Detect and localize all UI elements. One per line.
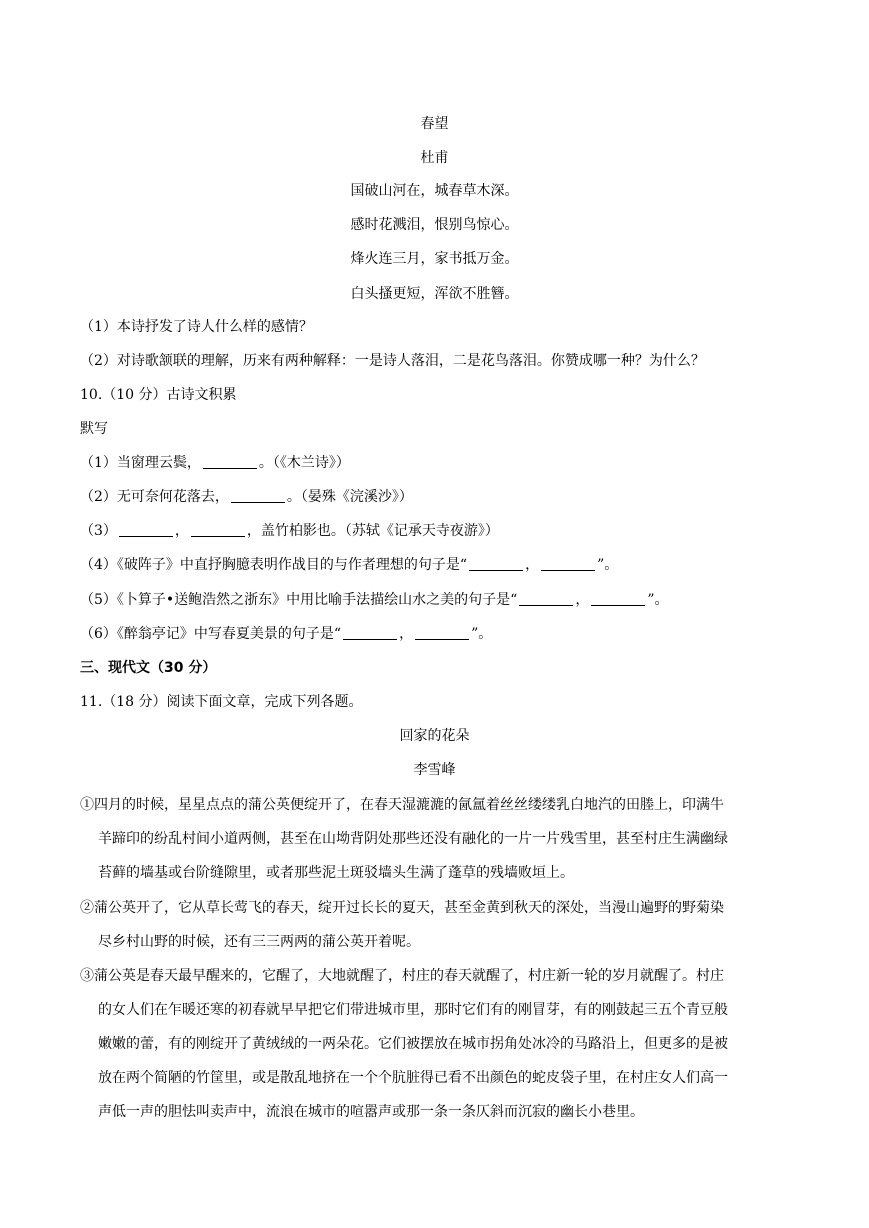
poem-title: 春望: [420, 116, 449, 132]
answer-blank[interactable]: [343, 625, 397, 640]
poem-line: 国破山河在，城春草木深。: [350, 183, 519, 199]
paragraph-line: 羊蹄印的纷乱村间小道两侧，甚至在山坳背阴处那些还没有融化的一片一片残雪里，甚至村庄生满幽绿: [98, 831, 728, 847]
q10-item: （1）当窗理云鬓， 。（《木兰诗》）: [80, 455, 350, 471]
q10-sub: 默写: [80, 421, 108, 437]
answer-blank[interactable]: [191, 522, 245, 537]
answer-blank[interactable]: [519, 591, 573, 606]
paragraph-line: 苔藓的墙基或台阶缝隙里，或者那些泥土斑驳墙头生满了蓬草的残墙败垣上。: [98, 865, 574, 881]
q10-item: （4）《破阵子》中直抒胸臆表明作战目的与作者理想的句子是“ ， ”。: [80, 557, 619, 573]
paragraph-line: 尽乡村山野的时候，还有三三两两的蒲公英开着呢。: [98, 934, 420, 950]
section-heading: 三、现代文（30 分）: [80, 660, 217, 676]
q10-item: （3） ， ，盖竹柏影也。（苏轼《记承天寺夜游》）: [80, 523, 499, 539]
poem-line: 感时花溅泪，恨别鸟惊心。: [350, 217, 519, 233]
paragraph-line: 嫩嫩的蕾，有的刚绽开了黄绒绒的一两朵花。它们被摆放在城市拐角处冰冷的马路沿上，但更多的是被: [98, 1036, 728, 1052]
poem-line: 白头搔更短，浑欲不胜簪。: [350, 286, 519, 302]
answer-blank[interactable]: [203, 454, 257, 469]
answer-blank[interactable]: [469, 556, 523, 571]
paragraph-line: 声低一声的胆怯叫卖声中，流浪在城市的喧嚣声或那一条一条仄斜而沉寂的幽长小巷里。: [98, 1104, 644, 1120]
poem-question: （1）本诗抒发了诗人什么样的感情？: [80, 319, 313, 335]
poem-line: 烽火连三月，家书抵万金。: [350, 251, 519, 267]
answer-blank[interactable]: [415, 625, 469, 640]
answer-blank[interactable]: [231, 488, 285, 503]
article-title: 回家的花朵: [399, 728, 470, 744]
paragraph-line: 的女人们在乍暖还寒的初春就早早把它们带进城市里，那时它们有的刚冒芽，有的刚鼓起三五个青豆般: [98, 1002, 728, 1018]
paragraph-line: ③蒲公英是春天最早醒来的，它醒了，大地就醒了，村庄的春天就醒了，村庄新一轮的岁月就醒了。村庄: [80, 968, 724, 984]
answer-blank[interactable]: [541, 556, 595, 571]
paragraph-line: 放在两个简陋的竹筐里，或是散乱地挤在一个个肮脏得已看不出颜色的蛇皮袋子里，在村庄女人们高一: [98, 1070, 728, 1086]
paragraph-line: ①四月的时候，星星点点的蒲公英便绽开了，在春天湿漉漉的氤氲着丝丝缕缕乳白地汽的田塍上，印满牛: [80, 797, 724, 813]
q10-item: （2）无可奈何花落去， 。（晏殊《浣溪沙》）: [80, 489, 413, 505]
q10-item: （5）《卜算子•送鲍浩然之浙东》中用比喻手法描绘山水之美的句子是“ ， ”。: [80, 592, 669, 608]
poem-question: （2）对诗歌颔联的理解，历来有两种解释：一是诗人落泪，二是花鸟落泪。你赞成哪一种？为什么？: [80, 353, 705, 369]
poem-author: 杜甫: [420, 150, 449, 166]
answer-blank[interactable]: [119, 522, 173, 537]
q10-item: （6）《醉翁亭记》中写春夏美景的句子是“ ， ”。: [80, 626, 493, 642]
answer-blank[interactable]: [591, 591, 645, 606]
q11-header: 11.（18 分）阅读下面文章，完成下列各题。: [80, 694, 363, 710]
paragraph-line: ②蒲公英开了，它从草长莺飞的春天，绽开过长长的夏天，甚至金黄到秋天的深处，当漫山遍野的野菊染: [80, 900, 724, 916]
q10-header: 10.（10 分）古诗文积累: [80, 387, 237, 403]
article-author: 李雪峰: [413, 762, 456, 778]
